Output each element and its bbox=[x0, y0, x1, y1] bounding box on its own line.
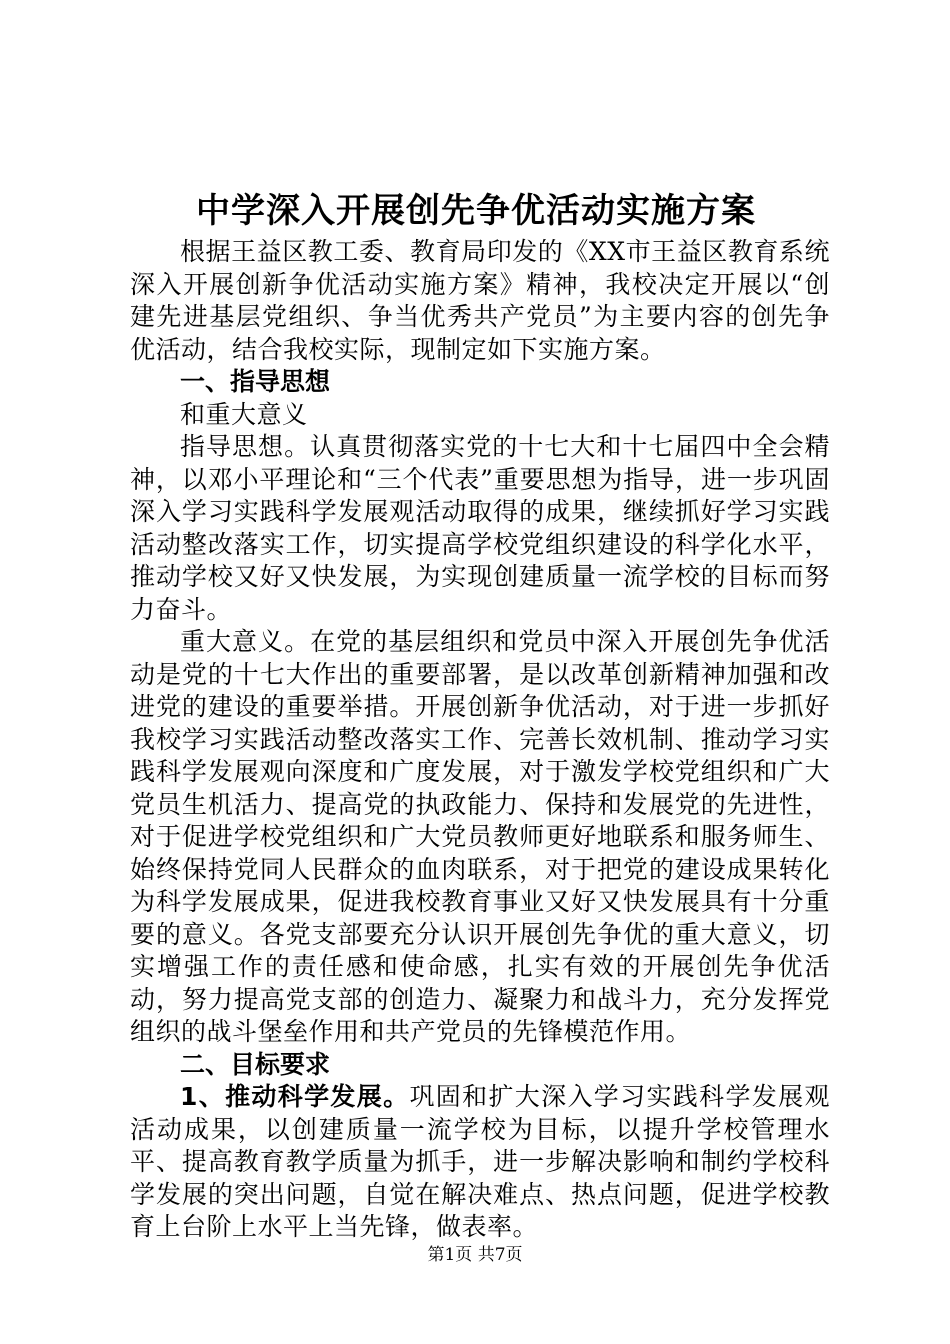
section-heading-guiding: 一、指导思想 bbox=[180, 367, 331, 396]
page-title: 中学深入开展创先争优活动实施方案 bbox=[196, 191, 756, 231]
guiding-thought-paragraph: 指导思想。认真贯彻落实党的十七大和十七届四中全会精神，以邓小平理论和“三个代表”重要思想为指导，进一步巩固深入学习实践科学发展观活动取得的成果，继续抓好学习实践活动整改落实工作，切实提高学校党组织建设的科学化水平，推动学校又好又快发展，为实现创建质量一流学校的目标而努力奋斗。 bbox=[130, 432, 830, 624]
section-subheading-significance: 和重大意义 bbox=[180, 399, 308, 429]
section-heading-goals: 二、目标要求 bbox=[180, 1049, 331, 1079]
intro-paragraph: 根据王益区教工委、教育局印发的《XX市王益区教育系统深入开展创新争优活动实施方案》精神，我校决定开展以“创建先进基层党组织、争当优秀共产党员”为主要内容的创先争优活动，结合我校实际，现制定如下实施方案。 bbox=[130, 237, 830, 364]
document-body bbox=[130, 186, 830, 1244]
goal-1-lead: 1、推动科学发展。 bbox=[180, 1082, 410, 1111]
goal-1-text: 巩固和扩大深入学习实践科学发展观活动成果，以创建质量一流学校为目标，以提升学校管理水平、提高教育教学质量为抓手，进一步解决影响和制约学校科学发展的突出问题，自觉在解决难点、热点问题，促进学校教育上台阶上水平上当先锋，做表率。 bbox=[130, 1082, 830, 1241]
goal-paragraph-1 bbox=[130, 1081, 830, 1244]
significance-paragraph: 重大意义。在党的基层组织和党员中深入开展创先争优活动是党的十七大作出的重要部署，是以改革创新精神加强和改进党的建设的重要举措。开展创新争优活动，对于进一步抓好我校学习实践活动整改落实工作、完善长效机制、推动学习实践科学发展观向深度和广度发展，对于激发学校党组织和广大党员生机活力、提高党的执政能力、保持和发展党的先进性，对于促进学校党组织和广大党员教师更好地联系和服务师生、始终保持党同人民群众的血肉联系，对于把党的建设成果转化为科学发展成果，促进我校教育事业又好又快发展具有十分重要的意义。各党支部要充分认识开展创先争优的重大意义，切实增强工作的责任感和使命感，扎实有效的开展创先争优活动，努力提高党支部的创造力、凝聚力和战斗力，充分发挥党组织的战斗堡垒作用和共产党员的先锋模范作用。 bbox=[130, 627, 830, 1046]
page-footer: 第1页 共7页 bbox=[427, 1245, 523, 1265]
